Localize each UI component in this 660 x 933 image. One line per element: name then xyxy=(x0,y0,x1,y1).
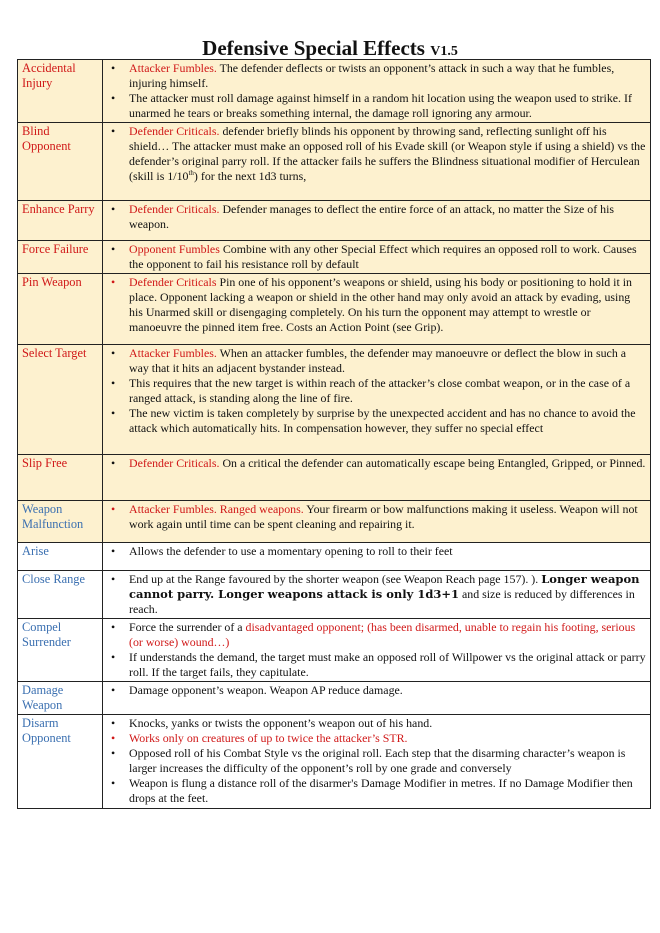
effect-name: Damage Weapon xyxy=(18,682,103,715)
effect-description xyxy=(103,501,651,543)
list-item: • Attacker Fumbles. Ranged weapons. Your firearm or bow malfunctions making it useless. Weapon will not work again until time can be spent cleaning and repairing it. xyxy=(129,502,646,532)
table-row xyxy=(18,715,651,809)
effect-name: Arise xyxy=(18,543,103,571)
table-row xyxy=(18,345,651,455)
table-row xyxy=(18,571,651,619)
effect-description xyxy=(103,241,651,274)
effect-name: Compel Surrender xyxy=(18,619,103,682)
table-row xyxy=(18,543,651,571)
effect-name: Pin Weapon xyxy=(18,274,103,345)
list-item: • The new victim is taken completely by surprise by the unexpected accident and has no chance to avoid the attack which automatically hits. In compensation however, they suffer no special effect xyxy=(129,406,646,436)
effect-description xyxy=(103,682,651,715)
effect-description xyxy=(103,274,651,345)
effect-description xyxy=(103,345,651,455)
list-item: • Knocks, yanks or twists the opponent’s weapon out of his hand. xyxy=(129,716,646,731)
list-item: • Defender Criticals. Defender manages to deflect the entire force of an attack, no matter the Size of his weapon. xyxy=(129,202,646,232)
effect-name: Enhance Parry xyxy=(18,201,103,241)
table-row xyxy=(18,241,651,274)
effect-name: Close Range xyxy=(18,571,103,619)
table-row xyxy=(18,201,651,241)
table-row xyxy=(18,501,651,543)
list-item: • Defender Criticals. defender briefly blinds his opponent by throwing sand, reflecting sunlight off his shield… The attacker must make an opposed roll of his Evade skill (or Weapon style if using a shield) vs the defender’s original parry roll. If the attacker fails he suffers the Blindness situational modifier of Herculean (skill is 1/10th) for the next 1d3 turns, xyxy=(129,124,646,184)
table-row xyxy=(18,682,651,715)
list-item: • If understands the demand, the target must make an opposed roll of Willpower vs the original attack or parry roll. If the target fails, they capitulate. xyxy=(129,650,646,680)
effect-description xyxy=(103,60,651,123)
table-row xyxy=(18,123,651,201)
list-item: • Opposed roll of his Combat Style vs the original roll. Each step that the disarming character’s weapon is larger increases the difficulty of the opponent’s roll by one grade and conversely xyxy=(129,746,646,776)
list-item: • Works only on creatures of up to twice the attacker’s STR. xyxy=(129,731,646,746)
effect-description xyxy=(103,123,651,201)
effect-description xyxy=(103,201,651,241)
effect-description xyxy=(103,715,651,809)
title-text: Defensive Special Effects xyxy=(202,36,425,60)
title-version: V1.5 xyxy=(430,44,458,59)
effect-name: Accidental Injury xyxy=(18,60,103,123)
effect-name: Blind Opponent xyxy=(18,123,103,201)
list-item: • Force the surrender of a disadvantaged opponent; (has been disarmed, unable to regain his footing, serious (or worse) wound…) xyxy=(129,620,646,650)
list-item: • Opponent Fumbles Combine with any other Special Effect which requires an opposed roll to work. Causes the opponent to fail his resistance roll by default xyxy=(129,242,646,272)
table-row xyxy=(18,274,651,345)
effect-name: Weapon Malfunction xyxy=(18,501,103,543)
effect-name: Force Failure xyxy=(18,241,103,274)
list-item: • End up at the Range favoured by the shorter weapon (see Weapon Reach page 157). ). Longer weapon cannot parry. Longer weapons attack is only 1d3+1 and size is reduced by differences in reach. xyxy=(129,572,646,617)
list-item: • Defender Criticals Pin one of his opponent’s weapons or shield, using his body or positioning to hold it in place. Opponent lacking a weapon or shield in the other hand may only avoid an attack by evading, using his Unarmed skill or disengaging completely. On his turn the opponent may attempt to wrestle or manoeuvre the pinned item free. Costs an Action Point (see Grip). xyxy=(129,275,646,335)
effect-name: Slip Free xyxy=(18,455,103,501)
table-row xyxy=(18,619,651,682)
list-item: • Allows the defender to use a momentary opening to roll to their feet xyxy=(129,544,646,559)
list-item: • Weapon is flung a distance roll of the disarmer's Damage Modifier in metres. If no Damage Modifier then drops at the feet. xyxy=(129,776,646,806)
list-item: • Attacker Fumbles. The defender deflects or twists an opponent’s attack in such a way that he fumbles, injuring himself. xyxy=(129,61,646,91)
effect-description xyxy=(103,571,651,619)
list-item: • Damage opponent’s weapon. Weapon AP reduce damage. xyxy=(129,683,646,698)
table-row xyxy=(18,60,651,123)
effect-description xyxy=(103,455,651,501)
list-item: • Attacker Fumbles. When an attacker fumbles, the defender may manoeuvre or deflect the blow in such a way that it hits an adjacent bystander instead. xyxy=(129,346,646,376)
effect-name: Disarm Opponent xyxy=(18,715,103,809)
list-item: • Defender Criticals. On a critical the defender can automatically escape being Entangled, Gripped, or Pinned. xyxy=(129,456,646,471)
list-item: • This requires that the new target is within reach of the attacker’s close combat weapon, or in the case of a ranged attack, is standing along the line of fire. xyxy=(129,376,646,406)
effect-description xyxy=(103,619,651,682)
effect-description xyxy=(103,543,651,571)
table-row xyxy=(18,455,651,501)
list-item: • The attacker must roll damage against himself in a random hit location using the weapon used to strike. If unarmed he tears or breaks something internal, the damage roll ignoring any armour. xyxy=(129,91,646,121)
special-effects-table xyxy=(17,59,651,809)
effect-name: Select Target xyxy=(18,345,103,455)
